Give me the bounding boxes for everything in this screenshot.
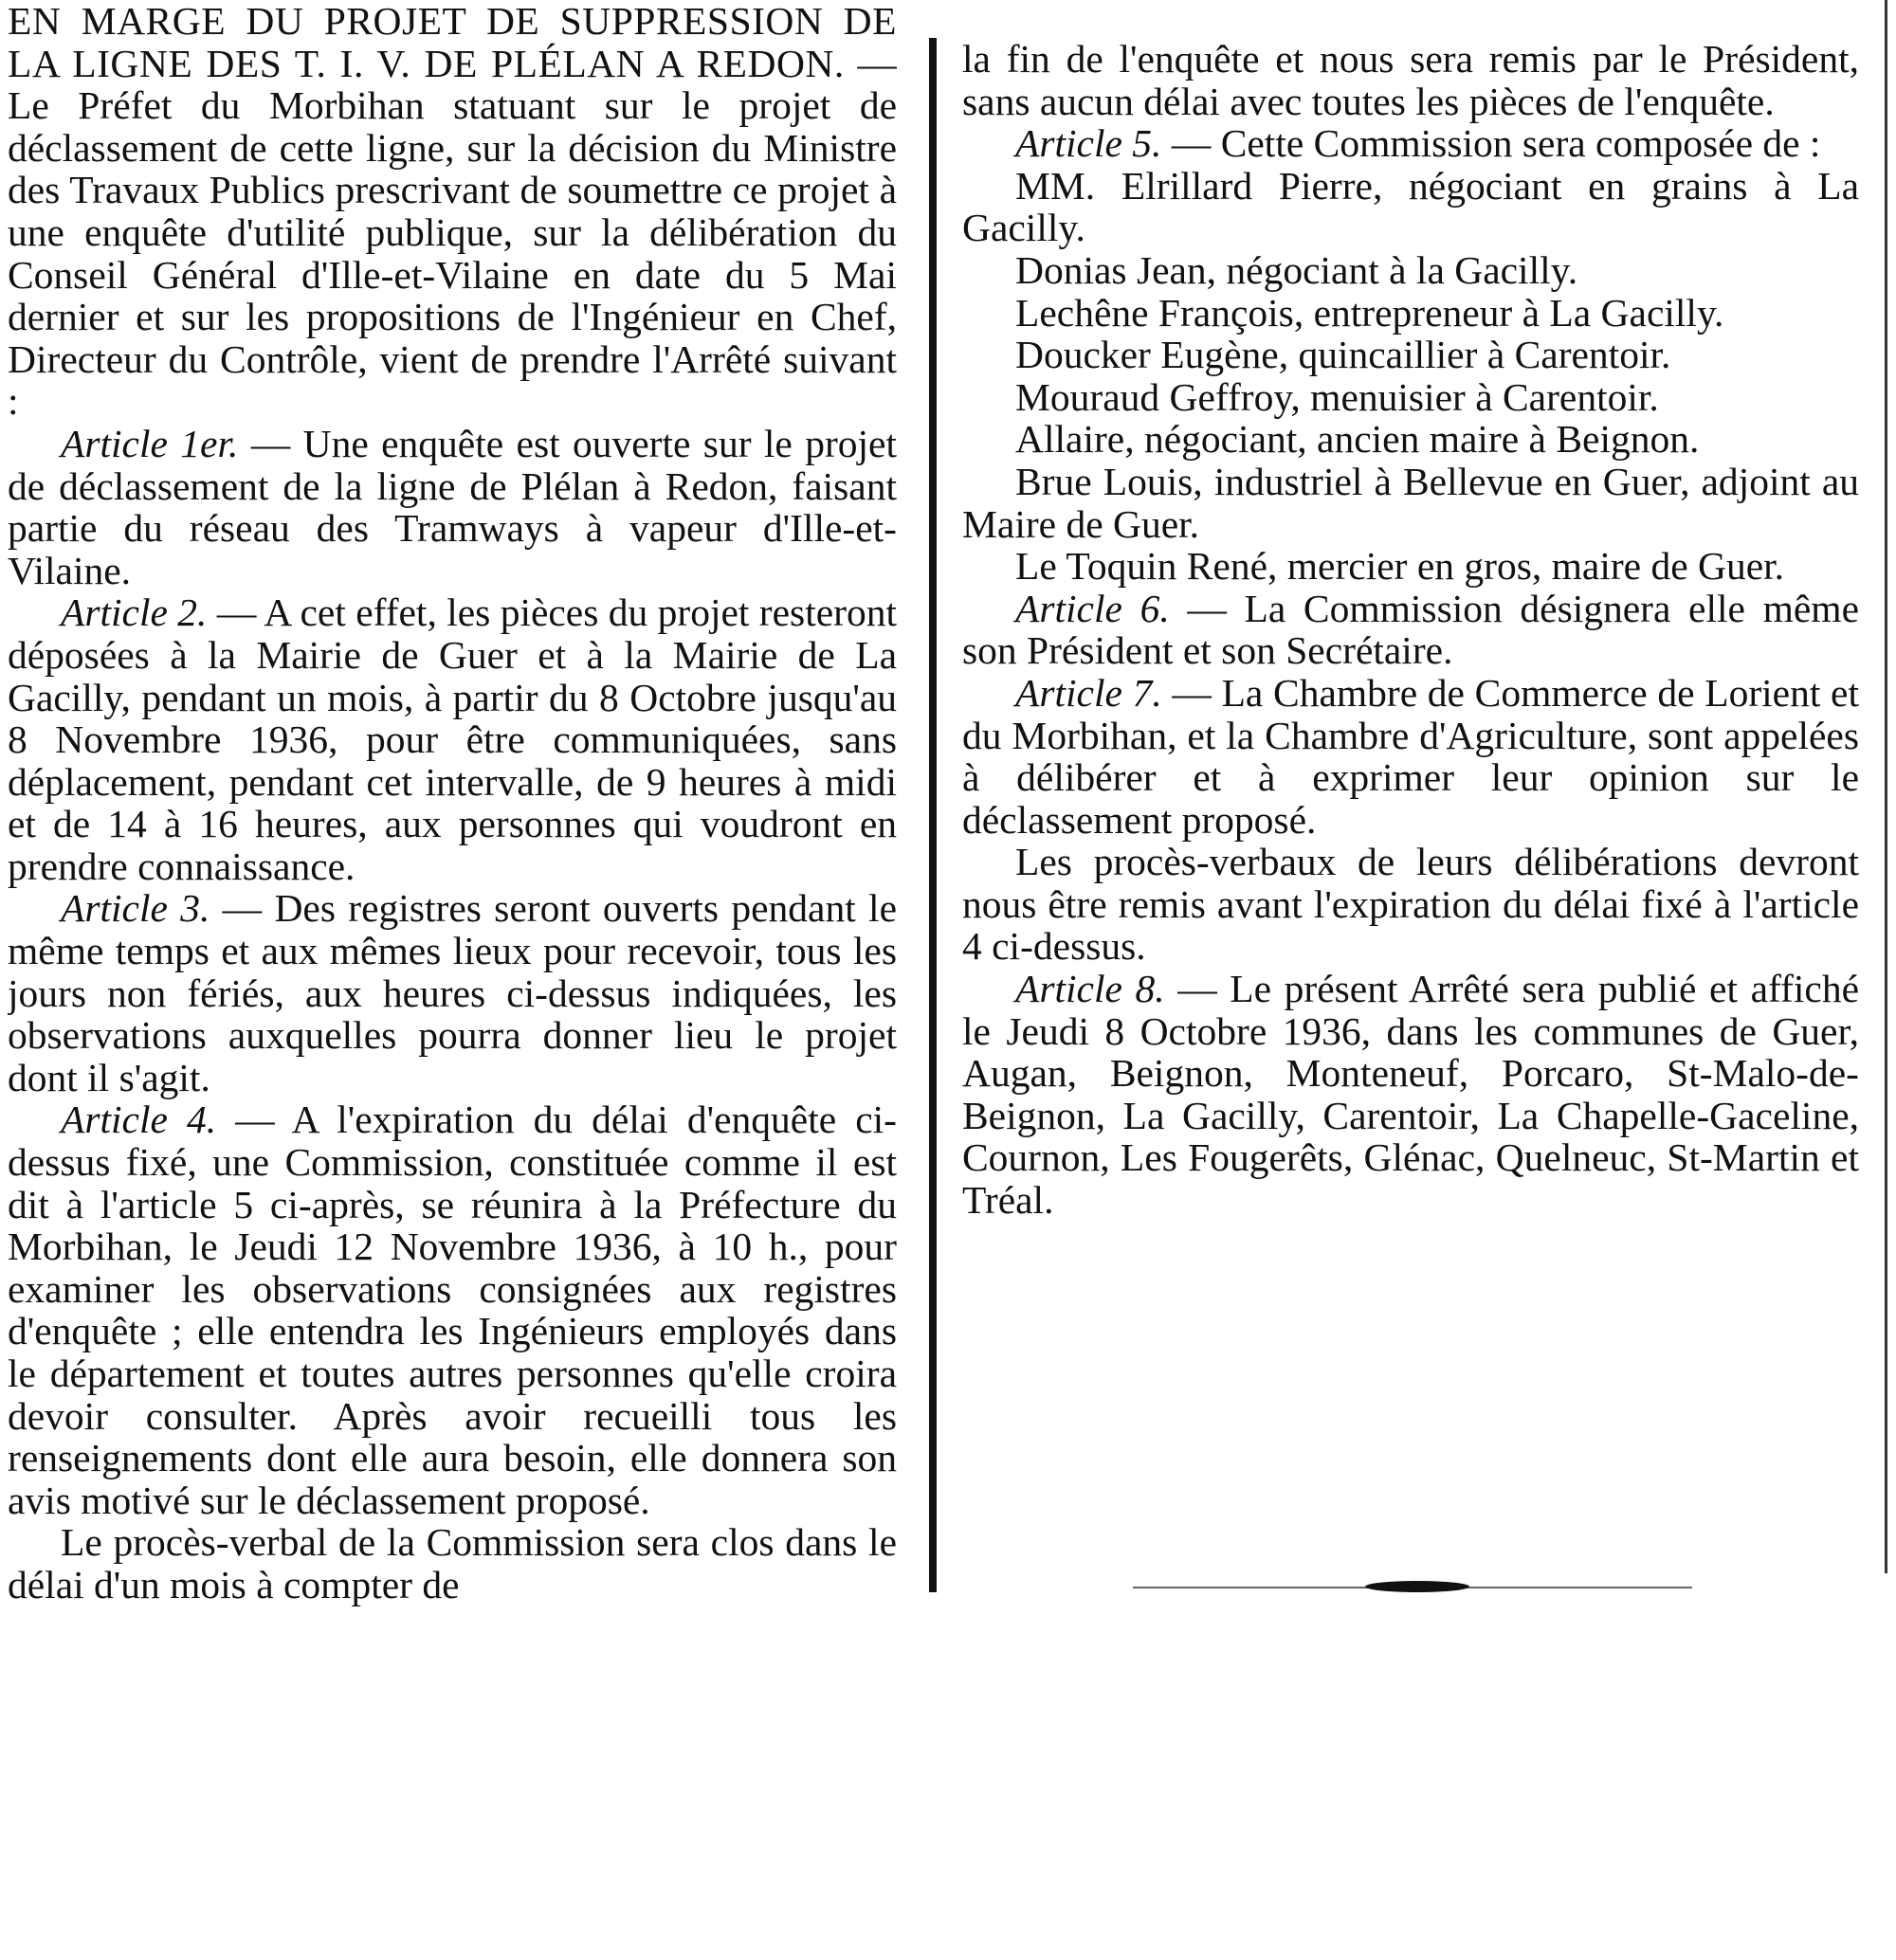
paragraph-article-7 [962, 672, 1859, 841]
paragraph-text: — La Chambre de Commerce de Lorient et du Morbihan, et la Chambre d'Agriculture, sont appelées à délibérer et à exprimer leur opinion sur le déclassement proposé. [962, 670, 1859, 842]
member-entry [962, 165, 1859, 249]
lead-paragraph [8, 0, 897, 423]
right-column [962, 38, 1859, 1222]
member-entry [962, 249, 1859, 292]
article-label: Article 6. [1015, 586, 1170, 630]
paragraph-text: Les procès-verbaux de leurs délibérations devront nous être remis avant l'expiration du délai fixé à l'article 4 ci-dessus. [962, 840, 1859, 969]
paragraph-text: — La Commission désignera elle même son Président et son Secrétaire. [962, 586, 1859, 673]
article-label: Article 5. [1015, 121, 1162, 166]
paragraph-text: Lechêne François, entrepreneur à La Gacilly. [1015, 290, 1724, 335]
paragraph-text: — Des registres seront ouverts pendant le même temps et aux mêmes lieux pour recevoir, tous les jours non fériés, aux heures ci-dessus indiquées, les observations auxquelles pourra donner lieu le projet dont il s'agit. [8, 886, 897, 1099]
article-heading: EN MARGE DU PROJET DE SUPPRESSION DE LA LIGNE DES T. I. V. DE PLÉLAN A REDON. [8, 0, 897, 85]
article-label: Article 7. [1015, 670, 1162, 715]
paragraph-text: — Le présent Arrêté sera publié et affiché le Jeudi 8 Octobre 1936, dans les communes de Guer, Augan, Beignon, Monteneuf, Porcaro, St-Malo-de-Beignon, La Gacilly, Carentoir, La Chapelle-Gaceline, Cournon, Les Fougerêts, Glénac, Quelneuc, St-Martin et Tréal. [962, 967, 1859, 1222]
left-column [8, 0, 897, 1606]
paragraph-text: Brue Louis, industriel à Bellevue en Guer, adjoint au Maire de Guer. [962, 459, 1859, 546]
paragraph-article-5 [962, 122, 1859, 165]
paragraph-text: Doucker Eugène, quincaillier à Carentoir. [1015, 333, 1671, 377]
member-entry [962, 545, 1859, 588]
end-rule-ornament [1365, 1581, 1469, 1592]
article-label: Article 1er. [61, 421, 239, 465]
paragraph-text: Allaire, négociant, ancien maire à Beignon. [1015, 417, 1700, 462]
member-entry [962, 461, 1859, 545]
member-entry [962, 418, 1859, 461]
paragraph-proces-verbaux [962, 841, 1859, 968]
paragraph-article-6 [962, 588, 1859, 672]
member-entry [962, 292, 1859, 335]
paragraph-text: — A l'expiration du délai d'enquête ci-dessus fixé, une Commission, constituée comme il est dit à l'article 5 ci-après, se réunira à la Préfecture du Morbihan, le Jeudi 12 Novembre 1936, à 10 h., pour examiner les observations consignées aux registres d'enquête ; elle entendra les Ingénieurs employés dans le département et toutes autres personnes qu'elle croira devoir consulter. Après avoir recueilli tous les renseignements dont elle aura besoin, elle donnera son avis motivé sur le déclassement proposé. [8, 1098, 897, 1522]
paragraph-article-8 [962, 968, 1859, 1222]
right-edge-rule [1885, 0, 1887, 1573]
article-label: Article 2. [61, 590, 208, 635]
paragraph-text: — Une enquête est ouverte sur le projet de déclassement de la ligne de Plélan à Redon, faisant partie du réseau des Tramways à vapeur d'Ille-et-Vilaine. [8, 421, 897, 592]
column-divider [929, 38, 937, 1592]
article-label: Article 8. [1015, 967, 1165, 1011]
paragraph-proces-verbal [8, 1521, 897, 1606]
paragraph-text: — Le Préfet du Morbihan statuant sur le projet de déclassement de cette ligne, sur la décision du Ministre des Travaux Publics prescrivant de soumettre ce projet à une enquête d'utilité publique, sur la délibération du Conseil Général d'Ille-et-Vilaine en date du 5 Mai dernier et sur les propositions de l'Ingénieur en Chef, Directeur du Contrôle, vient de prendre l'Arrêté suivant : [8, 41, 897, 424]
member-entry [962, 376, 1859, 419]
paragraph-text: — A cet effet, les pièces du projet resteront déposées à la Mairie de Guer et à la Mairie de La Gacilly, pendant un mois, à partir du 8 Octobre jusqu'au 8 Novembre 1936, pour être communiquées, sans déplacement, pendant cet intervalle, de 9 heures à midi et de 14 à 16 heures, aux personnes qui voudront en prendre connaissance. [8, 590, 897, 888]
paragraph-continuation [962, 38, 1859, 122]
article-label: Article 3. [61, 886, 210, 931]
paragraph-text: Mouraud Geffroy, menuisier à Carentoir. [1015, 374, 1659, 419]
article-label: Article 4. [61, 1098, 217, 1142]
paragraph-article-3 [8, 887, 897, 1098]
paragraph-text: la fin de l'enquête et nous sera remis par le Président, sans aucun délai avec toutes les pièces de l'enquête. [962, 38, 1859, 123]
paragraph-article-1 [8, 423, 897, 591]
paragraph-text: MM. Elrillard Pierre, négociant en grains à La Gacilly. [962, 163, 1859, 250]
paragraph-text: Le procès-verbal de la Commission sera clos dans le délai d'un mois à compter de [8, 1520, 897, 1606]
member-entry [962, 334, 1859, 376]
paragraph-article-2 [8, 591, 897, 887]
paragraph-article-4 [8, 1098, 897, 1521]
paragraph-text: Le Toquin René, mercier en gros, maire de Guer. [1015, 544, 1785, 589]
paragraph-text: — Cette Commission sera composée de : [1161, 121, 1821, 166]
paragraph-text: Donias Jean, négociant à la Gacilly. [1015, 247, 1578, 292]
